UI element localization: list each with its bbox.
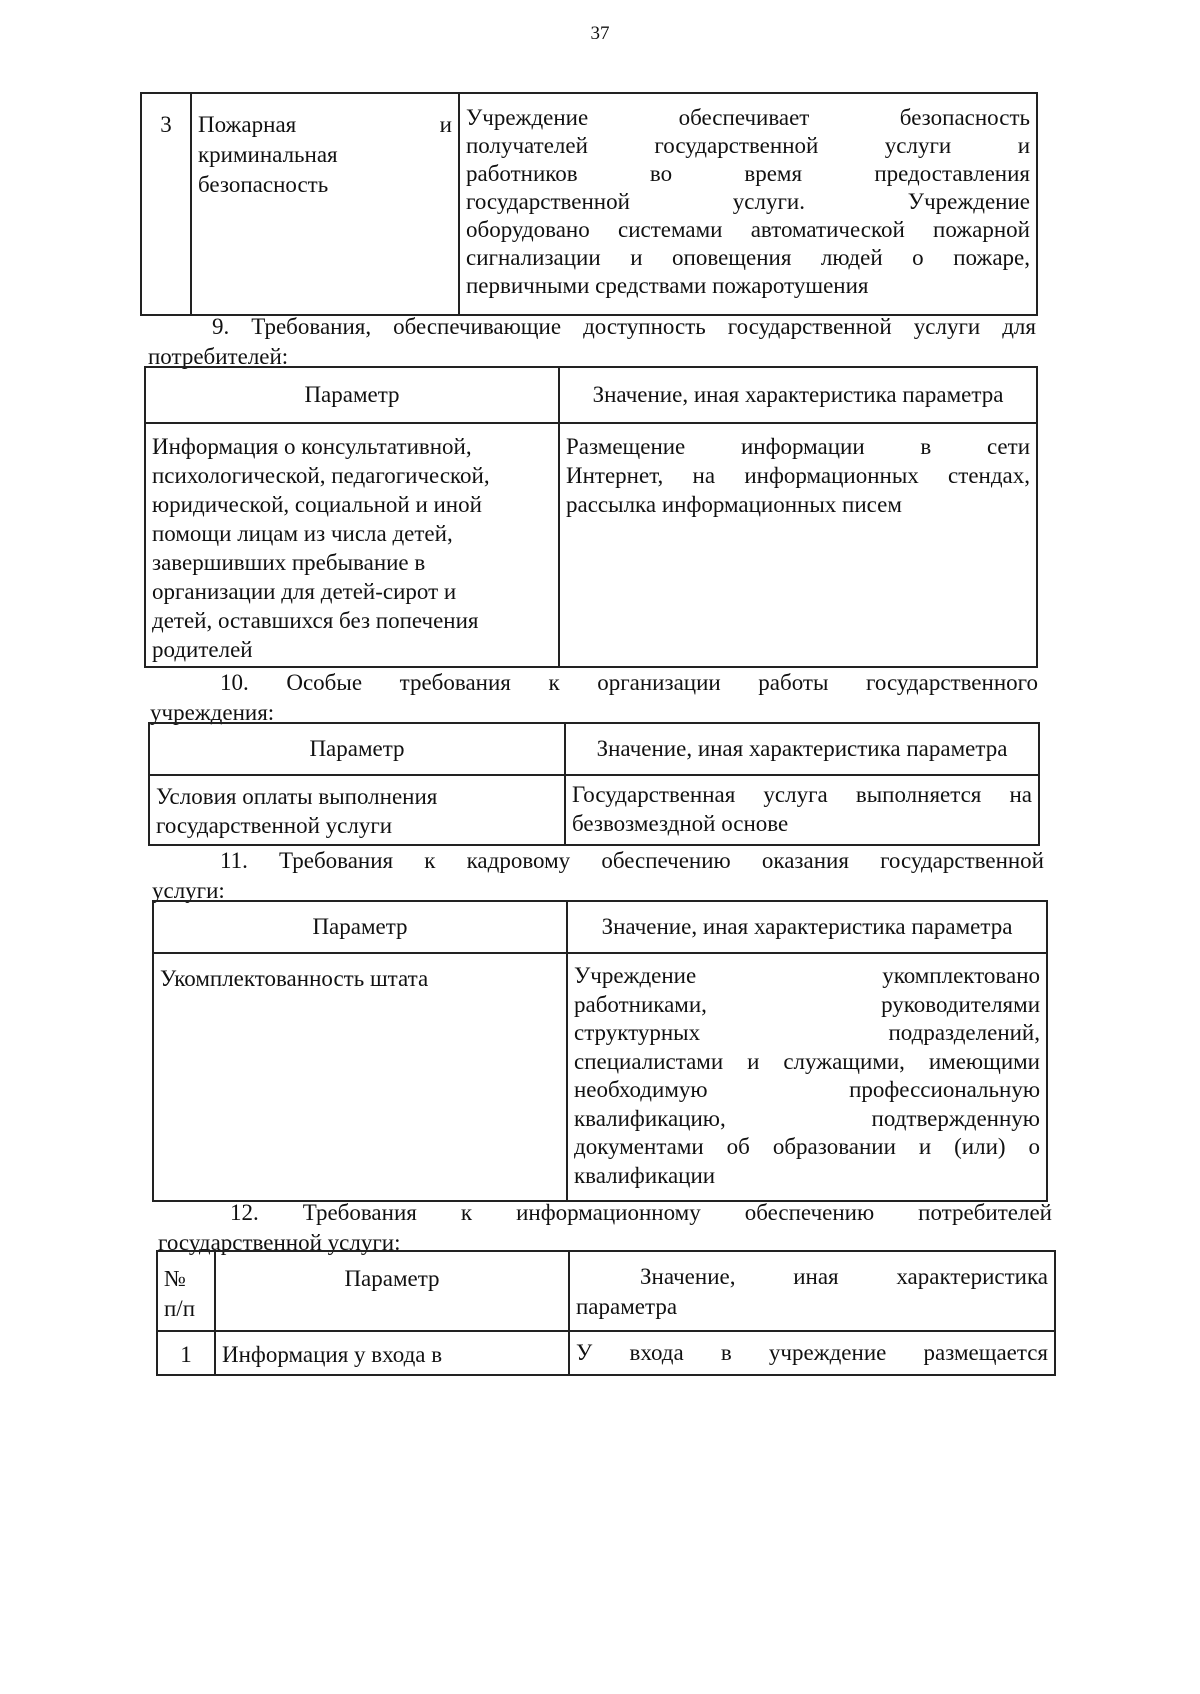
value-cell bbox=[565, 775, 1039, 845]
value-cell bbox=[459, 93, 1037, 315]
parameter-line: детей, оставшихся без попечения bbox=[152, 608, 479, 633]
parameter-line: государственной услуги bbox=[156, 813, 393, 838]
parameter-line: помощи лицам из числа детей, bbox=[152, 521, 453, 546]
column-header-value: Значение, иная характеристика параметра bbox=[567, 901, 1047, 953]
table-row bbox=[153, 953, 1047, 1201]
accessibility-table bbox=[144, 366, 1038, 668]
value-line: безвозмездной основе bbox=[572, 811, 789, 836]
table-row bbox=[141, 93, 1037, 315]
value-line: структурных подразделений, bbox=[574, 1020, 1040, 1045]
column-header-parameter: Параметр bbox=[145, 367, 559, 423]
heading-line: 11. Требования к кадровому обеспечению оказания государственной bbox=[220, 848, 1044, 873]
column-header-value bbox=[569, 1251, 1055, 1331]
column-header-parameter: Параметр bbox=[215, 1251, 569, 1331]
heading-line: услуги: bbox=[152, 878, 225, 903]
heading-line: потребителей: bbox=[148, 344, 289, 369]
heading-line: государственной услуги: bbox=[158, 1230, 401, 1255]
value-line: Размещение информации в сети bbox=[566, 434, 1030, 459]
parameter-line: организации для детей-сирот и bbox=[152, 579, 457, 604]
value-line: Учреждение обеспечивает безопасность bbox=[466, 105, 1030, 130]
table-header-row bbox=[145, 367, 1037, 423]
section12-heading bbox=[158, 1198, 1052, 1258]
value-line: работников во время предоставления bbox=[466, 161, 1030, 186]
value-line: работниками, руководителями bbox=[574, 991, 1040, 1017]
value-line: документами об образовании и (или) о bbox=[574, 1134, 1040, 1159]
heading-line: 10. Особые требования к организации работы государственного bbox=[220, 670, 1038, 695]
column-header-value: Значение, иная характеристика параметра bbox=[565, 723, 1039, 775]
information-table bbox=[156, 1250, 1056, 1376]
organization-table bbox=[148, 722, 1040, 846]
column-header-value: Значение, иная характеристика параметра bbox=[559, 367, 1037, 423]
value-line: получателей государственной услуги и bbox=[466, 133, 1030, 158]
safety-table bbox=[140, 92, 1038, 316]
parameter-cell bbox=[149, 775, 565, 845]
column-header-number bbox=[157, 1251, 215, 1331]
heading-line: 12. Требования к информационному обеспечению потребителей bbox=[230, 1200, 1052, 1225]
value-line: рассылка информационных писем bbox=[566, 492, 902, 517]
value-line: первичными средствами пожаротушения bbox=[466, 273, 869, 298]
value-line: государственной услуги. Учреждение bbox=[466, 189, 1030, 214]
row-number: 1 bbox=[157, 1331, 215, 1375]
staffing-table bbox=[152, 900, 1048, 1202]
parameter-line: криминальная bbox=[198, 142, 338, 167]
parameter-line: Условия оплаты выполнения bbox=[156, 784, 438, 809]
table-row bbox=[149, 775, 1039, 845]
value-line: Учреждение укомплектовано bbox=[574, 963, 1040, 988]
parameter-cell bbox=[145, 423, 559, 667]
table-row bbox=[145, 423, 1037, 667]
parameter-line: Информация о консультативной, bbox=[152, 434, 472, 459]
column-header-parameter: Параметр bbox=[153, 901, 567, 953]
parameter-line: безопасность bbox=[198, 172, 329, 197]
column-header-parameter: Параметр bbox=[149, 723, 565, 775]
value-line: квалификации bbox=[574, 1162, 716, 1188]
value-line: оборудовано системами автоматической пожарной bbox=[466, 217, 1030, 242]
row-number: 3 bbox=[141, 93, 191, 315]
value-line: специалистами и служащими, имеющими bbox=[574, 1048, 1040, 1074]
value-cell bbox=[559, 423, 1037, 667]
parameter-line: Пожарная и bbox=[198, 112, 452, 137]
table-header-row bbox=[153, 901, 1047, 953]
parameter-line: психологической, педагогической, bbox=[152, 463, 490, 488]
section9-heading bbox=[148, 312, 1036, 372]
header-line: № bbox=[164, 1266, 186, 1291]
parameter-cell: Укомплектованность штата bbox=[153, 953, 567, 1201]
value-line: сигнализации и оповещения людей о пожаре, bbox=[466, 245, 1030, 270]
value-line: необходимую профессиональную bbox=[574, 1077, 1040, 1102]
value-line: Интернет, на информационных стендах, bbox=[566, 463, 1030, 488]
parameter-line: родителей bbox=[152, 637, 253, 662]
parameter-cell bbox=[191, 93, 459, 315]
section11-heading bbox=[152, 846, 1044, 906]
value-line: У входа в учреждение размещается bbox=[576, 1340, 1048, 1365]
table-header-row bbox=[157, 1251, 1055, 1331]
heading-line: 9. Требования, обеспечивающие доступность государственной услуги для bbox=[212, 314, 1036, 339]
value-cell bbox=[567, 953, 1047, 1201]
parameter-cell: Информация у входа в bbox=[215, 1331, 569, 1375]
page-number: 37 bbox=[590, 23, 610, 44]
value-line: квалификацию, подтвержденную bbox=[574, 1105, 1040, 1131]
value-line: Государственная услуга выполняется на bbox=[572, 782, 1032, 807]
table-header-row bbox=[149, 723, 1039, 775]
parameter-line: завершивших пребывание в bbox=[152, 550, 426, 575]
header-line: параметра bbox=[576, 1294, 678, 1319]
value-cell bbox=[569, 1331, 1055, 1375]
parameter-line: юридической, социальной и иной bbox=[152, 492, 482, 517]
header-line: п/п bbox=[164, 1296, 196, 1321]
heading-line: учреждения: bbox=[150, 700, 275, 725]
section10-heading bbox=[150, 668, 1038, 728]
table-row bbox=[157, 1331, 1055, 1375]
header-line: Значение, иная характеристика bbox=[640, 1264, 1048, 1289]
